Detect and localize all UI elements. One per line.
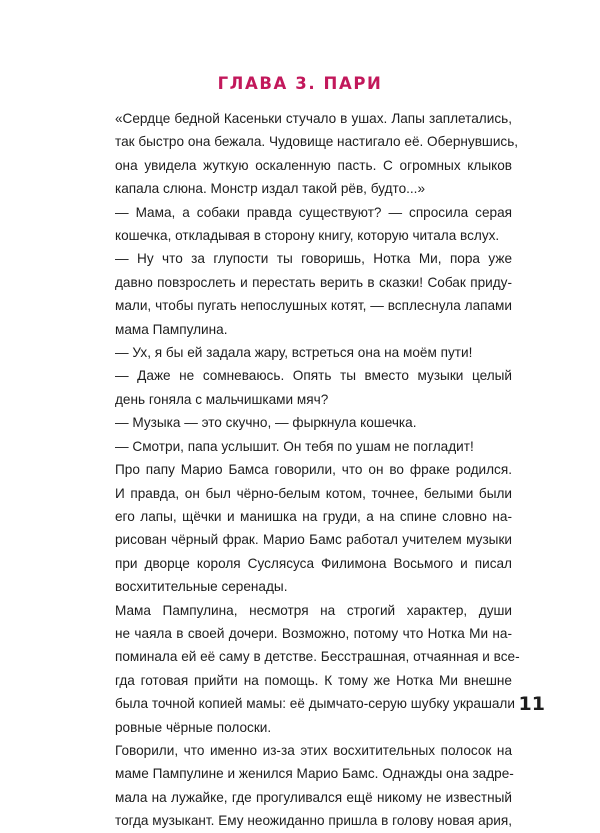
text-line: «Сердце бедной Касеньки стучало в ушах. Лапы заплетались,	[115, 111, 512, 126]
text-line: поминала ей её саму в детстве. Бесстрашная, отчаянная и все-	[115, 649, 520, 665]
paragraph	[100, 435, 512, 458]
text-line: так быстро она бежала. Чудовище настигало её. Обернувшись,	[115, 134, 519, 150]
text-line: кошечка, откладывая в сторону книгу, которую читала вслух.	[115, 228, 500, 244]
paragraph	[100, 247, 512, 341]
paragraph	[100, 599, 520, 739]
text-line: не чаяла в своей дочери. Возможно, потому что Нотка Ми на-	[115, 625, 512, 641]
paragraph	[100, 458, 512, 598]
text-line: она увидела жуткую оскаленную пасть. С огромных клыков	[115, 157, 512, 173]
text-line: день гоняла с мальчишками мяч?	[115, 391, 329, 407]
text-line: Говорили, что именно из-за этих восхитительных полосок на	[115, 742, 512, 758]
chapter-title: ГЛАВА 3. ПАРИ	[217, 74, 383, 93]
text-line: капала слюна. Монстр издал такой рёв, будто...»	[115, 181, 426, 197]
text-line: мала на лужайке, где прогуливался ещё никому не известный	[115, 789, 512, 805]
text-line: мама Пампулина.	[115, 321, 228, 337]
text-line: давно повзрослеть и перестать верить в сказки! Собак приду-	[115, 274, 512, 290]
text-line: — Ух, я бы ей задала жару, встреться она на моём пути!	[115, 345, 473, 361]
text-line: — Даже не сомневаюсь. Опять ты вместо музыки целый	[115, 368, 512, 384]
text-line: — Мама, а собаки правда существуют? — спросила серая	[115, 204, 512, 220]
text-line: восхитительные серенады.	[115, 579, 288, 595]
paragraph	[100, 411, 512, 434]
text-line: Мама Пампулина, несмотря на строгий характер, души	[115, 602, 512, 618]
text-line: Про папу Марио Бамса говорили, что он во фраке родился.	[115, 462, 512, 478]
text-line: И правда, он был чёрно-белым котом, точнее, белыми были	[115, 485, 512, 501]
text-line: ровные чёрные полоски.	[115, 719, 272, 735]
chapter-body	[100, 107, 520, 833]
text-line: тогда музыкант. Ему неожиданно пришла в голову новая ария,	[115, 813, 512, 829]
text-line: — Смотри, папа услышит. Он тебя по ушам не погладит!	[115, 438, 474, 454]
text-line: его лапы, щёчки и манишка на груди, а на спине словно на-	[115, 508, 512, 524]
text-line: — Музыка — это скучно, — фыркнула кошечка.	[115, 415, 417, 431]
text-line: — Ну что за глупости ты говоришь, Нотка Ми, пора уже	[115, 251, 512, 267]
text-line: мали, чтобы пугать непослушных котят, — всплеснула лапами	[115, 298, 512, 314]
paragraph	[100, 739, 512, 833]
text-line: была точной копией мамы: её дымчато-серую шубку украшали	[115, 696, 515, 712]
text-line: при дворце короля Суслясуса Филимона Восьмого и писал	[115, 555, 512, 571]
paragraph	[100, 107, 519, 201]
page-number: 11	[518, 693, 545, 715]
paragraph	[100, 201, 512, 248]
text-line: рисован чёрный фрак. Марио Бамс работал учителем музыки	[115, 532, 512, 548]
paragraph	[100, 364, 512, 411]
paragraph	[100, 341, 512, 364]
text-line: маме Пампулине и женился Марио Бамс. Однажды она задре-	[115, 766, 514, 782]
text-line: гда готовая прийти на помощь. К тому же Нотка Ми внешне	[115, 672, 512, 688]
